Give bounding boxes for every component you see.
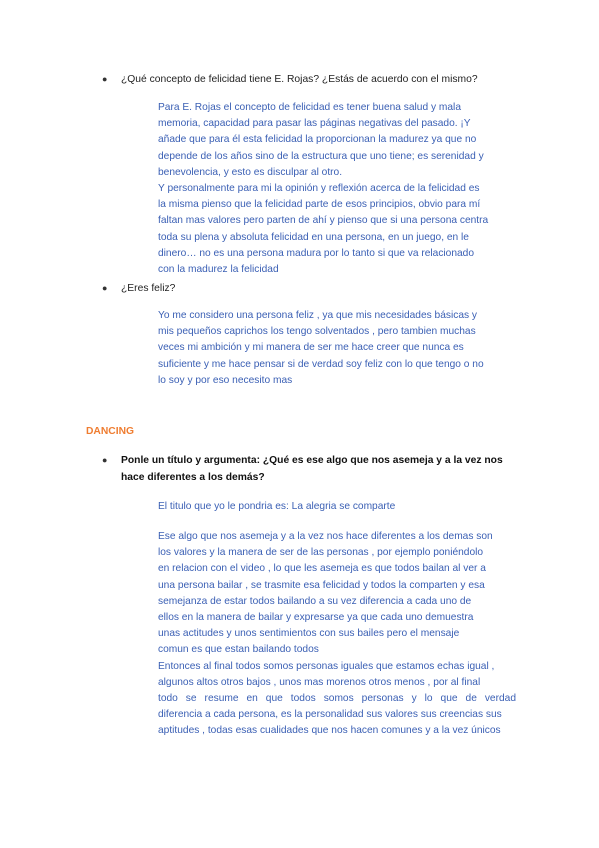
answer-3-line: ellos en la manera de bailar y expresarse ya que cada uno demuestra xyxy=(158,611,474,623)
answer-1 xyxy=(158,100,510,278)
question-3-line: Ponle un título y argumenta: ¿Qué es ese algo que nos asemeja y a la vez nos xyxy=(121,455,503,466)
answer-3-line: diferencia a cada persona, es la personalidad sus valores sus creencias sus xyxy=(158,709,502,721)
answer-1-line: toda su plena y absoluta felicidad en una persona, en un juego, en le xyxy=(158,231,469,243)
answer-2-line: Yo me considero una persona feliz , ya que mis necesidades básicas y xyxy=(158,310,478,321)
answer-3-line: Entonces al final todos somos personas iguales que estamos echas igual , xyxy=(158,660,495,672)
answer-2-line: mis pequeños caprichos los tengo solventados , pero tambien muchas xyxy=(158,326,476,338)
answer-3-line: Ese algo que nos asemeja y a la vez nos hace diferentes a los demas son xyxy=(158,531,493,542)
answer-1-line: dinero… no es una persona madura por lo tanto si que va relacionado xyxy=(158,247,475,259)
answer-1-line: Para E. Rojas el concepto de felicidad es tener buena salud y mala xyxy=(158,102,461,113)
answer-1-line: la misma pienso que la felicidad parte de esos principios, obvio para mí xyxy=(158,199,481,211)
answer-3-line: todo se resume en que todos somos personas y lo que de verdad xyxy=(158,692,516,704)
answer-3-line: comun es que estan bailando todos xyxy=(158,644,319,656)
answer-1-line: faltan mas valores pero parten de ahí y pienso que si una persona centra xyxy=(158,215,489,227)
question-1-text: ¿Qué concepto de felicidad tiene E. Rojas? ¿Estás de acuerdo con el mismo? xyxy=(121,74,478,85)
answer-2 xyxy=(158,308,510,389)
answer-1-line: añade que para él esta felicidad la proporcionan la madurez ya que no xyxy=(158,134,477,146)
question-1 xyxy=(102,71,478,88)
answer-3-line: una persona bailar , se trasmite esa felicidad y todos la comparten y esa xyxy=(158,579,485,591)
answer-3-line: semejanza de estar todos bailando a su vez diferencia a cada uno de xyxy=(158,595,472,607)
answer-3-line: unas actitudes y unos sentimientos con sus bailes pero el mensaje xyxy=(158,628,460,640)
section-heading: DANCING xyxy=(86,426,135,437)
answer-1-line: memoria, capacidad para pasar las páginas negativas del pasado. ¡Y xyxy=(158,118,471,130)
question-2 xyxy=(102,280,176,297)
bullet-icon: ● xyxy=(102,455,108,465)
answer-3-line: los valores y la manera de ser de las personas , por ejemplo poniéndolo xyxy=(158,547,484,559)
answer-1-line: depende de los años sino de la estructura que uno tiene; es serenidad y xyxy=(158,150,484,162)
answer-1-line: Y personalmente para mi la opinión y reflexión acerca de la felicidad es xyxy=(158,182,480,194)
bullet-icon: ● xyxy=(102,74,108,84)
question-3-line: hace diferentes a los demás? xyxy=(121,472,265,483)
answer-3-line: en relacion con el video , lo que les asemeja es que todos bailan al ver a xyxy=(158,563,486,575)
answer-1-line: benevolencia, y esto es disculpar al otro. xyxy=(158,166,343,178)
question-2-text: ¿Eres feliz? xyxy=(121,283,176,294)
answer-2-line: suficiente y me hace pensar si de verdad soy feliz con lo que tengo o no xyxy=(158,358,484,370)
answer-1-line: con la madurez la felicidad xyxy=(158,263,279,275)
answer-3 xyxy=(158,529,516,739)
answer-2-line: veces mi ambición y mi manera de ser me hace creer que nunca es xyxy=(158,342,464,354)
answer-3-line: algunos altos otros bajos , unos mas morenos otros menos , por al final xyxy=(158,676,481,688)
answer-2-line: lo soy y por eso necesito mas xyxy=(158,374,293,386)
answer-3-line: aptitudes , todas esas cualidades que nos hacen comunes y a la vez únicos xyxy=(158,725,501,737)
title-answer xyxy=(158,499,395,515)
question-3 xyxy=(102,452,521,486)
bullet-icon: ● xyxy=(102,283,108,293)
title-answer-text: El titulo que yo le pondria es: La alegria se comparte xyxy=(158,501,396,512)
